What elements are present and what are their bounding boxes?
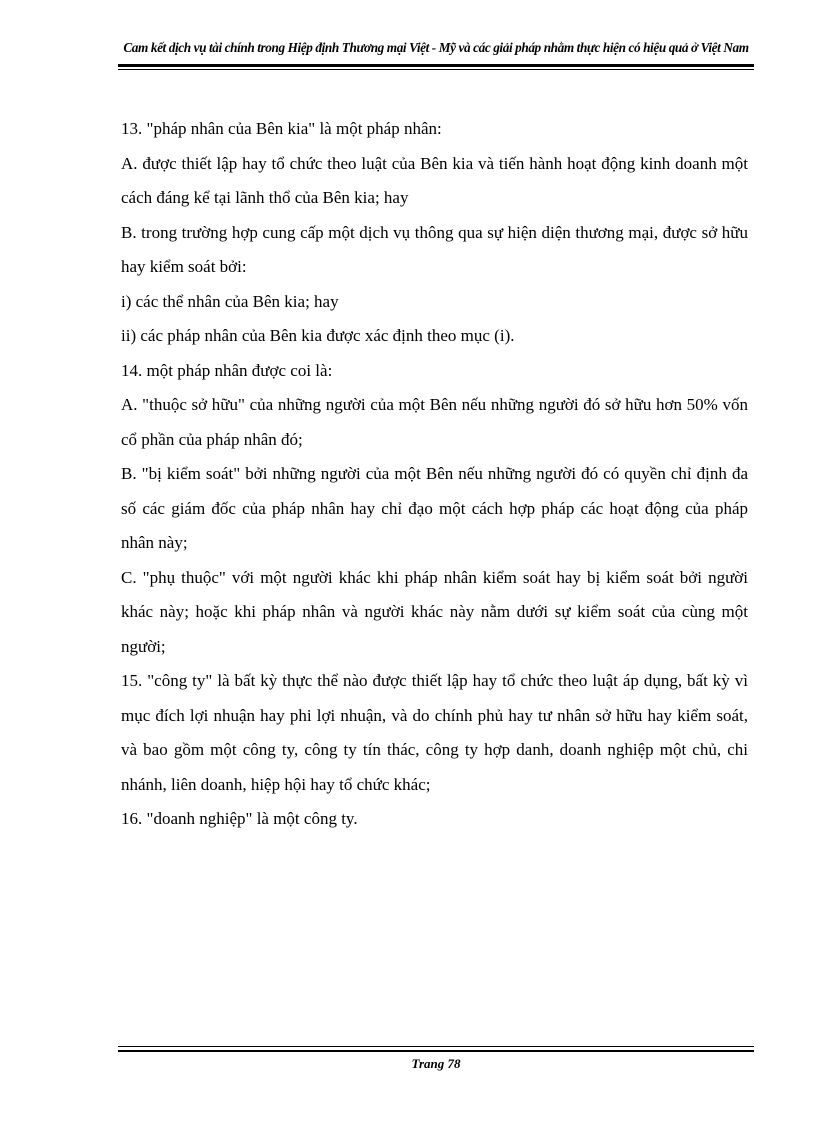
document-body	[121, 112, 748, 837]
paragraph-13: 13. "pháp nhân của Bên kia" là một pháp nhân:	[121, 119, 442, 138]
paragraph-15: 15. "công ty" là bất kỳ thực thể nào được thiết lập hay tổ chức theo luật áp dụng, bất kỳ vì mục đích lợi nhuận hay phi lợi nhuận, và do chính phủ hay tư nhân sở hữu hay kiểm soát, và bao gồm một công ty, công ty tín thác, công ty hợp danh, doanh nghiệp một chủ, chi nhánh, liên doanh, hiệp hội hay tổ chức khác;	[121, 671, 748, 794]
page-number: Trang 78	[411, 1056, 461, 1071]
footer-rule-thin	[118, 1046, 754, 1047]
header-rule	[118, 64, 754, 67]
paragraph-13b: B. trong trường hợp cung cấp một dịch vụ thông qua sự hiện diện thương mại, được sở hữu hay kiểm soát bởi:	[121, 222, 748, 276]
paragraph-13a: A. được thiết lập hay tổ chức theo luật của Bên kia và tiến hành hoạt động kinh doanh một cách đáng kể tại lãnh thổ của Bên kia; hay	[121, 153, 748, 207]
paragraph-13b-ii: ii) các pháp nhân của Bên kia được xác định theo mục (i).	[121, 326, 515, 345]
footer-rule	[118, 1050, 754, 1052]
paragraph-14: 14. một pháp nhân được coi là:	[121, 360, 333, 380]
paragraph-16: 16. "doanh nghiệp" là một công ty.	[121, 809, 358, 828]
page-header: Cam kết dịch vụ tài chính trong Hiệp định Thương mại Việt - Mỹ và các giải pháp nhằm thực hiện có hiệu quả ở Việt Nam	[123, 40, 749, 55]
header-rule-thin	[118, 69, 754, 70]
paragraph-13b-i: i) các thể nhân của Bên kia; hay	[121, 291, 339, 311]
paragraph-14b: B. "bị kiểm soát" bởi những người của một Bên nếu những người đó có quyền chỉ định đa số các giám đốc của pháp nhân hay chỉ đạo một cách hợp pháp các hoạt động của pháp nhân này;	[121, 464, 748, 552]
paragraph-14c: C. "phụ thuộc" với một người khác khi pháp nhân kiểm soát hay bị kiểm soát bởi người khác này; hoặc khi pháp nhân và người khác này nằm dưới sự kiểm soát của cùng một người;	[121, 567, 748, 656]
paragraph-14a: A. "thuộc sở hữu" của những người của một Bên nếu những người đó sở hữu hơn 50% vốn cổ phần của pháp nhân đó;	[121, 395, 748, 449]
